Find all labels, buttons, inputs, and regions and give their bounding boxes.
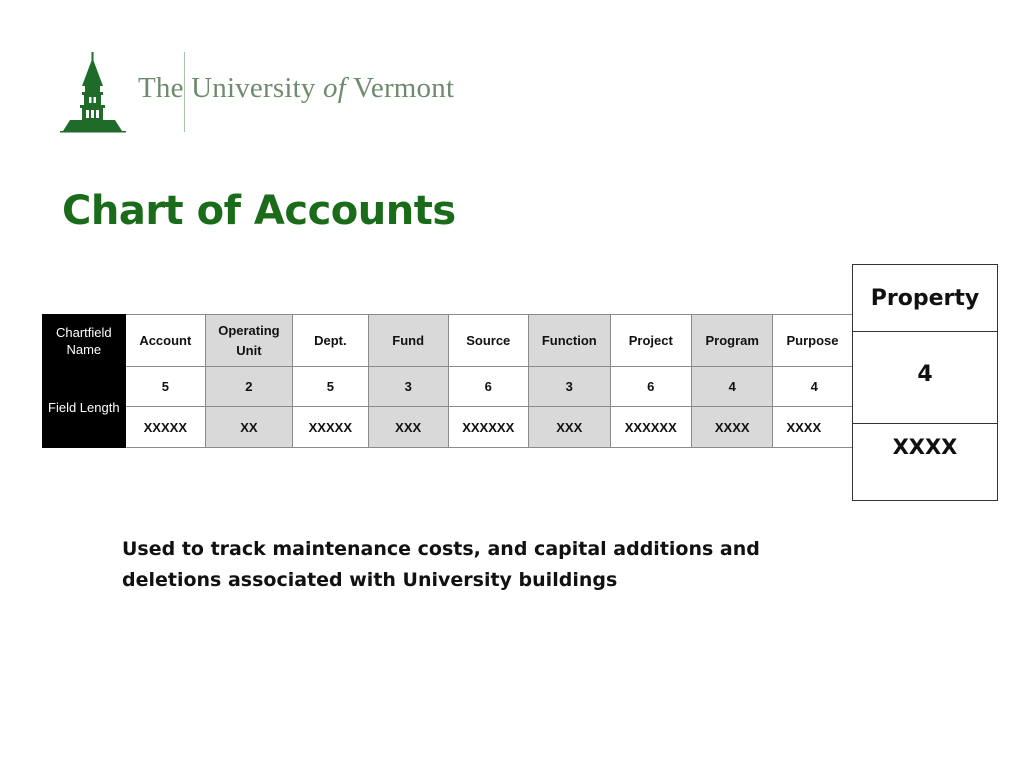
- property-name: Property: [853, 265, 997, 332]
- description-text: Used to track maintenance costs, and capital additions and deletions associated with University buildings: [122, 538, 760, 591]
- column-name-source: Source: [448, 315, 528, 367]
- field-format-project: XXXXXX: [610, 407, 691, 448]
- row-head-chartfield-name: Chartfield Name: [43, 315, 126, 367]
- column-name-fund: Fund: [368, 315, 448, 367]
- column-name-function: Function: [528, 315, 610, 367]
- column-name-project: Project: [610, 315, 691, 367]
- chartfield-table-container: [42, 314, 856, 451]
- field-format-operating-unit: XX: [206, 407, 293, 448]
- field-format-purpose: XXXX: [773, 407, 856, 448]
- field-length-operating-unit: 2: [206, 367, 293, 407]
- property-length: 4: [853, 332, 997, 424]
- field-format-program: XXXX: [691, 407, 773, 448]
- column-name-operating-unit: Operating Unit: [206, 315, 293, 367]
- field-length-fund: 3: [368, 367, 448, 407]
- field-format-dept: XXXXX: [292, 407, 368, 448]
- column-name-dept: Dept.: [292, 315, 368, 367]
- university-logo: [60, 50, 460, 134]
- field-format-account: XXXXX: [125, 407, 205, 448]
- field-length-source: 6: [448, 367, 528, 407]
- field-length-program: 4: [691, 367, 773, 407]
- column-name-program: Program: [691, 315, 773, 367]
- field-length-project: 6: [610, 367, 691, 407]
- field-length-purpose: 4: [773, 367, 856, 407]
- logo-wordmark: The University of Vermont: [138, 72, 455, 104]
- field-length-account: 5: [125, 367, 205, 407]
- column-name-account: Account: [125, 315, 205, 367]
- field-format-source: XXXXXX: [448, 407, 528, 448]
- row-head-field-length: Field Length: [43, 367, 126, 448]
- field-format-fund: XXX: [368, 407, 448, 448]
- field-length-dept: 5: [292, 367, 368, 407]
- property-format: XXXX: [892, 435, 958, 459]
- page-title: Chart of Accounts: [62, 188, 456, 234]
- field-format-function: XXX: [528, 407, 610, 448]
- field-length-function: 3: [528, 367, 610, 407]
- tower-icon: [60, 50, 130, 134]
- column-name-purpose: Purpose: [773, 315, 856, 367]
- property-callout: [852, 264, 998, 501]
- chartfield-table: [42, 314, 856, 448]
